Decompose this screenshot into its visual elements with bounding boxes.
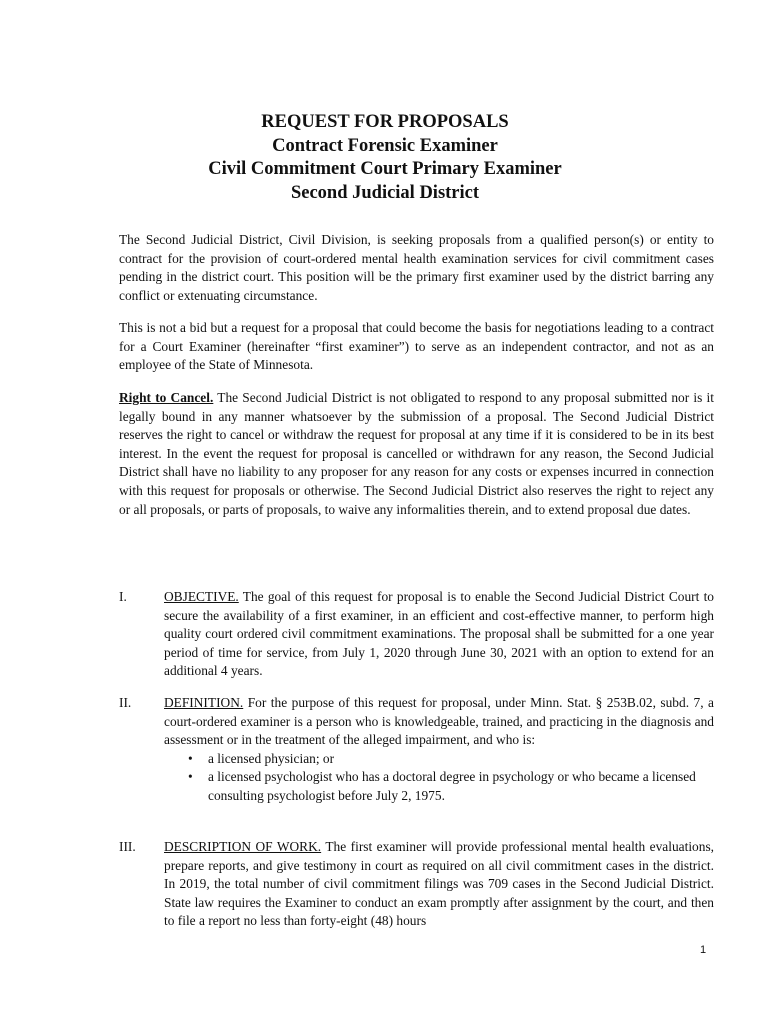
section-heading: OBJECTIVE. (164, 589, 239, 604)
section-text: For the purpose of this request for proposal, under Minn. Stat. § 253B.02, subd. 7, a court-ordered examiner is a person who is knowledgeable, trained, and practicing in the diagnosis and assessment or in the treatment of the alleged impairment, and who is: (164, 695, 714, 748)
section-body (164, 694, 714, 750)
title-line-3: Civil Commitment Court Primary Examiner (208, 159, 562, 179)
list-item-text: a licensed physician; or (208, 750, 335, 766)
page-number: 1 (700, 944, 707, 956)
right-to-cancel-heading: Right to Cancel. (119, 390, 214, 405)
section-content (164, 838, 714, 931)
section-text: The goal of this request for proposal is to enable the Second Judicial District Court to secure the availability of a first examiner, in an efficient and cost-effective manner, to perform high quality court ordered civil commitment examinations. The proposal shall be submitted for a one year period of time for service, from July 1, 2020 through June 30, 2021 with an option to extend for an additional 4 years. (164, 589, 714, 679)
bullet-icon: • (188, 769, 193, 785)
intro-paragraph: The Second Judicial District, Civil Division, is seeking proposals from a qualified person(s) or entity to contract for the provision of court-ordered mental health examination services for civil commitment cases pending in the district court. This position will be the primary first examiner used by the district barring any conflict or extenuating circumstance. (119, 232, 714, 303)
section-numeral: III. (119, 839, 136, 854)
right-to-cancel-text: The Second Judicial District is not obligated to respond to any proposal submitted nor is it legally bound in any manner whatsoever by the submission of a proposal. The Second Judicial District reserves the right to cancel or withdraw the request for proposal at any time if it is considered to be in its best interest. In the event the request for proposal is cancelled or withdrawn for any reason, the Second Judicial District shall have no liability to any proposer for any reason for any costs or expenses incurred in connection with this request for proposals or otherwise. The Second Judicial District also reserves the right to reject any or all proposals, or parts of proposals, to waive any informalities therein, and to extend proposal due dates. (119, 390, 714, 517)
document-title (0, 111, 770, 205)
title-line-2: Contract Forensic Examiner (272, 135, 498, 156)
title-line-4: Second Judicial District (290, 182, 480, 203)
bullet-list (164, 750, 714, 806)
list-item (188, 768, 714, 805)
section-text: The first examiner will provide professional mental health evaluations, prepare reports, and give testimony in court as required on all civil commitment cases in the district. In 2019, the total number of civil commitment filings was 709 cases in the Second Judicial District. State law requires the Examiner to conduct an exam promptly after assignment by the court, and then to file a report no less than forty-eight (48) hours (164, 839, 715, 929)
section-content (164, 694, 714, 806)
title-line-1: REQUEST FOR PROPOSALS (261, 112, 509, 132)
right-to-cancel-paragraph (119, 389, 714, 519)
section-numeral: II. (119, 695, 132, 710)
list-item-text: a licensed psychologist who has a doctoral degree in psychology or who became a licensed consulting psychologist before July 2, 1975. (208, 769, 696, 803)
list-item (188, 750, 714, 769)
section-content (164, 588, 714, 681)
section-heading: DEFINITION. (164, 695, 244, 710)
not-a-bid-paragraph: This is not a bid but a request for a proposal that could become the basis for negotiations leading to a contract for a Court Examiner (hereinafter “first examiner”) to serve as an independent contractor, and not as an employee of the State of Minnesota. (119, 320, 714, 373)
section-heading: DESCRIPTION OF WORK. (164, 839, 322, 854)
section-numeral: I. (119, 589, 127, 604)
bullet-icon: • (188, 750, 193, 766)
